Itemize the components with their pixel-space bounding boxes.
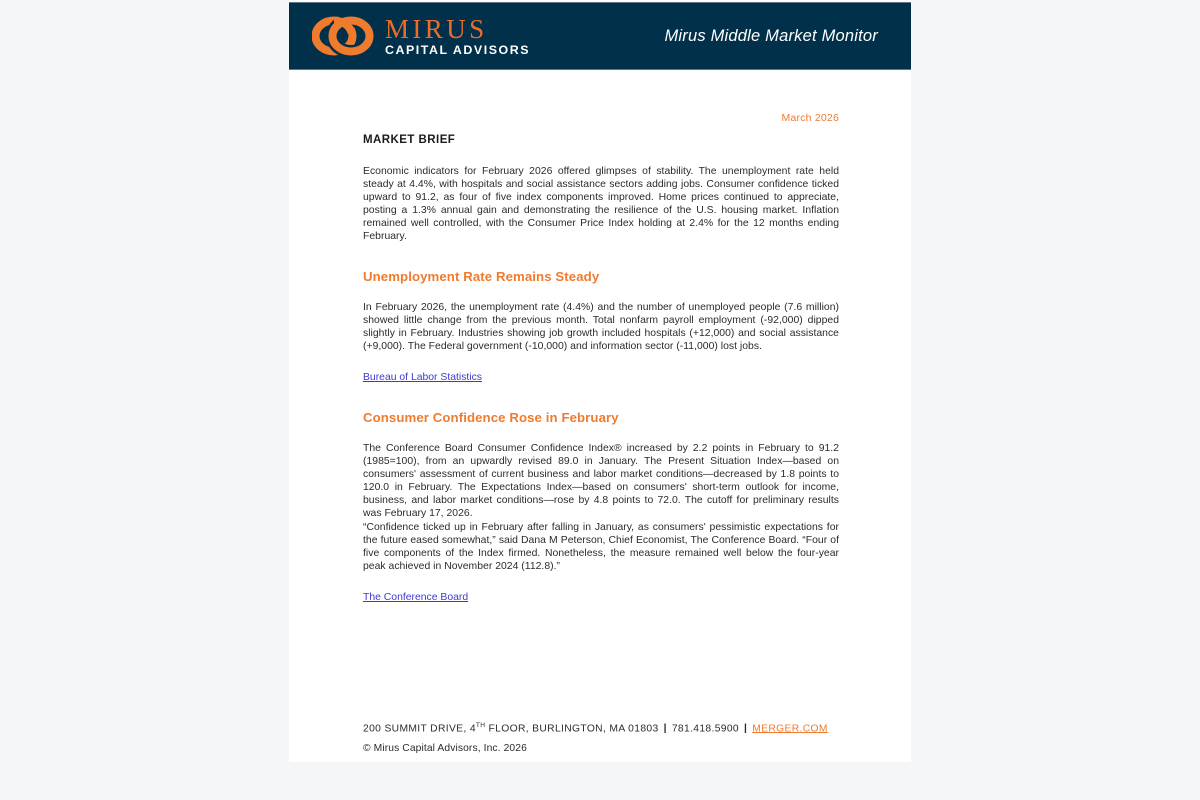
mirus-wordmark (385, 15, 530, 56)
section-title-consumer-confidence: Consumer Confidence Rose in February (363, 409, 619, 425)
wordmark-secondary: CAPITAL ADVISORS (385, 43, 531, 58)
section-paragraph-consumer-confidence: The Conference Board Consumer Confidence Index® increased by 2.2 points in February to 91.2 (1985=100), from an upwardly revised 89.0 in January. The Present Situation Index—based on consumers' assessment of current business and labor market conditions—decreased by 1.8 points to 120.0 in February. The Expectations Index—based on consumers' short-term outlook for income, business, and labor market conditions—rose by 4.8 points to 72.0. The cutoff for preliminary results was February 17, 2026. (363, 442, 839, 520)
document-body (363, 112, 839, 605)
page-header-banner (289, 2, 911, 70)
footer-copyright: © Mirus Capital Advisors, Inc. 2026 (363, 743, 527, 755)
footer-phone: 781.418.5900 (671, 723, 740, 735)
publication-title: Mirus Middle Market Monitor (664, 26, 878, 45)
source-link-bls[interactable]: Bureau of Labor Statistics (363, 371, 482, 383)
footer-address-part2: FLOOR, BURLINGTON, MA 01803 (485, 723, 659, 735)
issue-date: March 2026 (781, 112, 839, 124)
document-page (289, 0, 911, 762)
mirus-rings-logo-icon (312, 16, 374, 56)
section-paragraph-unemployment: In February 2026, the unemployment rate (4.4%) and the number of unemployed people (7.6 million) showed little change from the previous month. Total nonfarm payroll employment (-92,000) dipped slightly in February. Industries showing job growth included hospitals (+12,000) and social assistance (+9,000). The Federal government (-10,000) and information sector (-11,000) lost jobs. (363, 301, 839, 352)
footer-address-ordinal: TH (475, 722, 486, 729)
wordmark-primary: MIRUS (385, 14, 488, 45)
mirus-logo[interactable] (312, 15, 530, 56)
footer-separator-2: | (744, 723, 748, 735)
footer-website-link[interactable]: MERGER.COM (752, 723, 828, 735)
section-title-unemployment: Unemployment Rate Remains Steady (363, 268, 600, 284)
market-brief-heading: MARKET BRIEF (363, 134, 456, 146)
page-footer (363, 722, 863, 754)
section-quote-consumer-confidence: “Confidence ticked up in February after falling in January, as consumers' pessimistic expectations for the future eased somewhat,” said Dana M Peterson, Chief Economist, The Conference Board. “Four of five components of the Index firmed. Nonetheless, the measure remained well below the four-year peak achieved in November 2024 (112.8).” (363, 521, 839, 572)
footer-separator-1: | (663, 723, 667, 735)
footer-address-part1: 200 SUMMIT DRIVE, 4 (363, 723, 476, 735)
intro-paragraph: Economic indicators for February 2026 offered glimpses of stability. The unemployment rate held steady at 4.4%, with hospitals and social assistance sectors adding jobs. Consumer confidence ticked upward to 91.2, as four of five index components improved. Home prices continued to appreciate, posting a 1.3% annual gain and demonstrating the resilience of the U.S. housing market. Inflation remained well controlled, with the Consumer Price Index holding at 2.4% for the 12 months ending February. (363, 166, 839, 243)
source-link-conference-board[interactable]: The Conference Board (363, 591, 469, 603)
footer-contact-line (363, 722, 863, 734)
